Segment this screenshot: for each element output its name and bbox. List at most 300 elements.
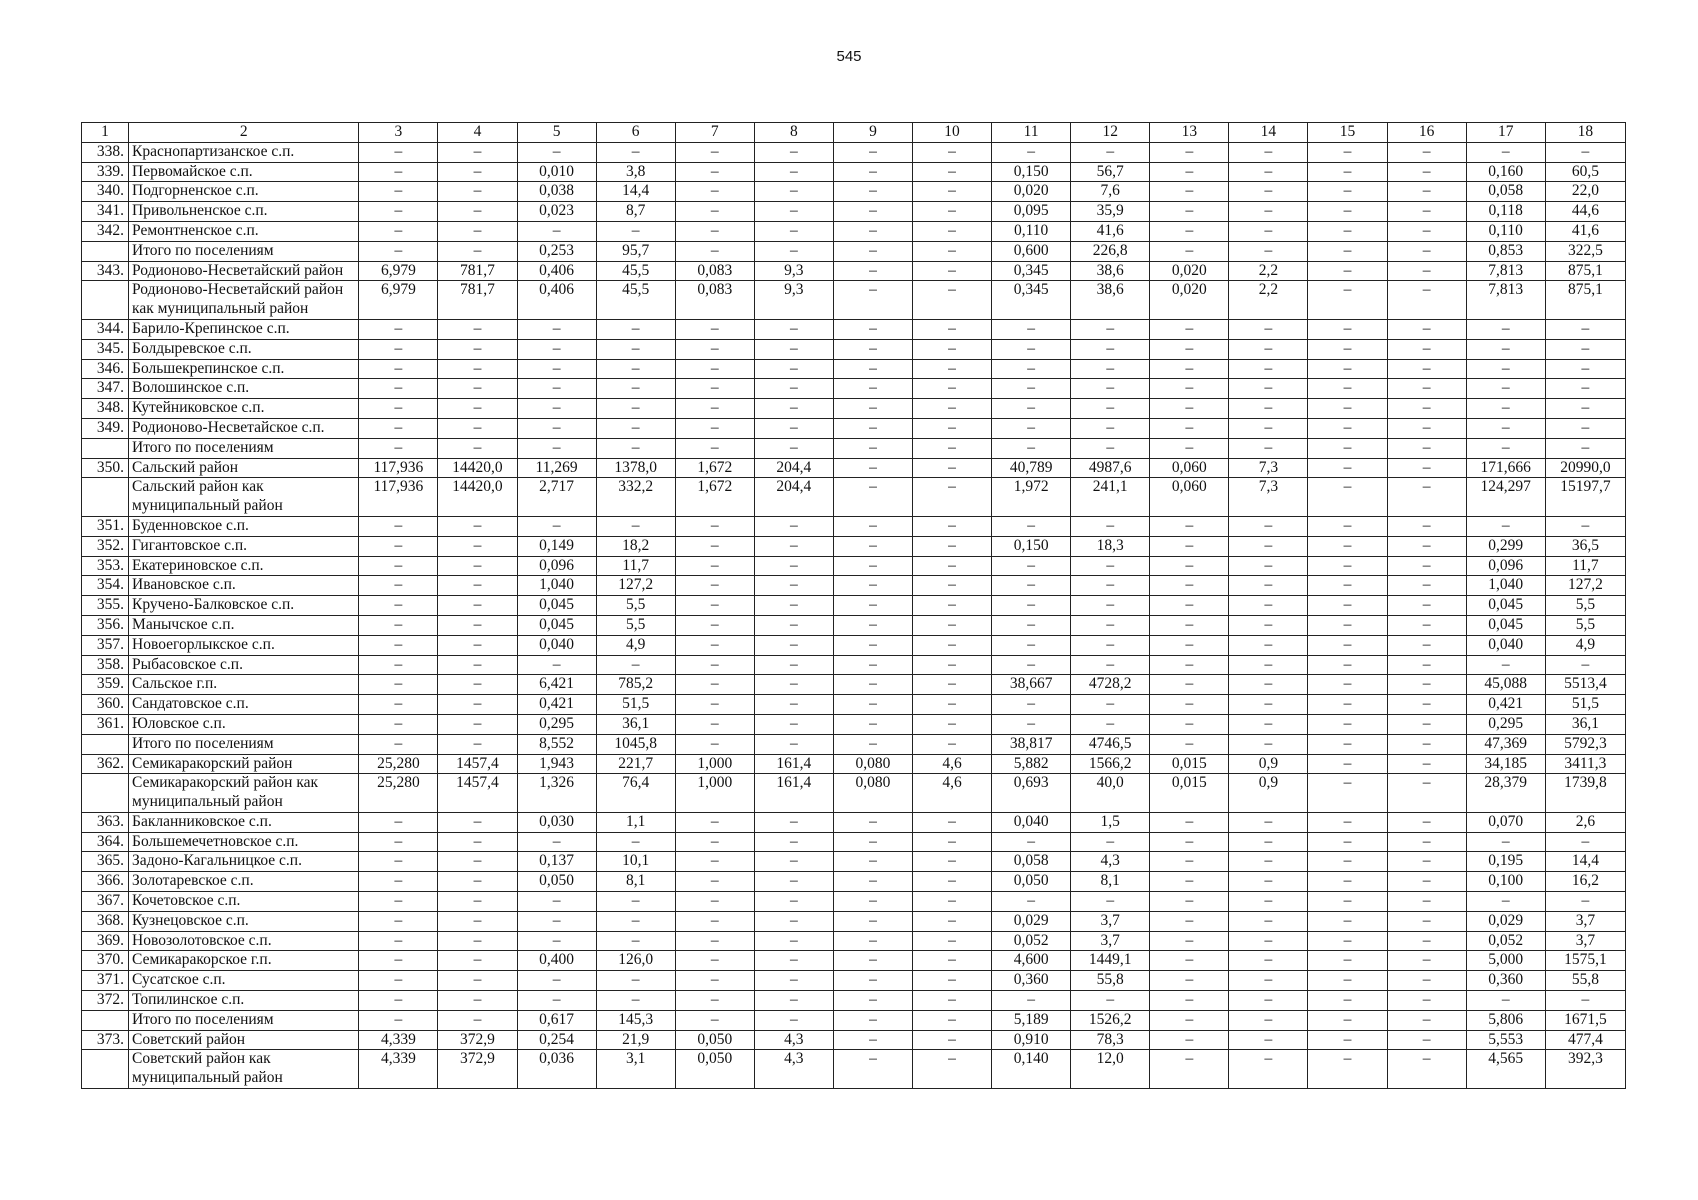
value-cell: – xyxy=(517,892,596,912)
value-cell: 0,030 xyxy=(517,812,596,832)
table-row xyxy=(82,1050,1626,1089)
table-row xyxy=(82,852,1626,872)
value-cell: – xyxy=(1071,892,1150,912)
value-cell: – xyxy=(1545,418,1625,438)
value-cell: – xyxy=(1308,142,1387,162)
value-cell: – xyxy=(359,734,438,754)
value-cell: – xyxy=(992,516,1071,536)
value-cell: 2,6 xyxy=(1545,812,1625,832)
row-name: Сальский район xyxy=(129,458,359,478)
value-cell: 0,160 xyxy=(1466,162,1545,182)
value-cell: – xyxy=(1229,576,1308,596)
value-cell: – xyxy=(517,221,596,241)
value-cell: – xyxy=(1308,458,1387,478)
value-cell: – xyxy=(1387,319,1466,339)
value-cell: – xyxy=(1229,615,1308,635)
value-cell: – xyxy=(1229,438,1308,458)
row-number: 371. xyxy=(82,971,129,991)
value-cell: – xyxy=(596,221,675,241)
value-cell: – xyxy=(913,438,992,458)
value-cell: – xyxy=(1308,951,1387,971)
row-number: 354. xyxy=(82,576,129,596)
value-cell: 0,421 xyxy=(517,695,596,715)
table-row xyxy=(82,615,1626,635)
table-row xyxy=(82,379,1626,399)
value-cell: 875,1 xyxy=(1545,281,1625,320)
row-name: Новоегорлыкское с.п. xyxy=(129,635,359,655)
value-cell: – xyxy=(1150,615,1229,635)
value-cell: – xyxy=(992,319,1071,339)
table-row xyxy=(82,399,1626,419)
value-cell: 51,5 xyxy=(596,695,675,715)
value-cell: – xyxy=(833,971,912,991)
value-cell: 332,2 xyxy=(596,478,675,517)
value-cell: – xyxy=(1308,162,1387,182)
value-cell: – xyxy=(1387,1010,1466,1030)
table-row xyxy=(82,319,1626,339)
value-cell: – xyxy=(438,695,517,715)
value-cell: – xyxy=(1071,695,1150,715)
value-cell: 4,600 xyxy=(992,951,1071,971)
value-cell: – xyxy=(359,359,438,379)
value-cell: 0,040 xyxy=(517,635,596,655)
row-number: 342. xyxy=(82,221,129,241)
value-cell: – xyxy=(1071,576,1150,596)
value-cell: 1566,2 xyxy=(1071,754,1150,774)
value-cell: – xyxy=(1545,359,1625,379)
value-cell: 127,2 xyxy=(1545,576,1625,596)
value-cell: – xyxy=(1308,556,1387,576)
value-cell: – xyxy=(359,556,438,576)
value-cell: – xyxy=(1387,951,1466,971)
value-cell: – xyxy=(438,892,517,912)
value-cell: – xyxy=(1150,379,1229,399)
value-cell: 5,882 xyxy=(992,754,1071,774)
value-cell: – xyxy=(517,418,596,438)
value-cell: – xyxy=(675,556,754,576)
value-cell: 40,789 xyxy=(992,458,1071,478)
value-cell: – xyxy=(754,635,833,655)
value-cell: – xyxy=(833,241,912,261)
value-cell: 226,8 xyxy=(1071,241,1150,261)
value-cell: – xyxy=(913,536,992,556)
value-cell: 34,185 xyxy=(1466,754,1545,774)
value-cell: – xyxy=(675,951,754,971)
value-cell: – xyxy=(359,418,438,438)
value-cell: 28,379 xyxy=(1466,774,1545,813)
value-cell: 0,406 xyxy=(517,281,596,320)
value-cell: – xyxy=(517,911,596,931)
row-number: 341. xyxy=(82,202,129,222)
value-cell: – xyxy=(913,852,992,872)
value-cell: – xyxy=(1387,556,1466,576)
value-cell: 0,038 xyxy=(517,182,596,202)
value-cell: – xyxy=(754,339,833,359)
value-cell: 477,4 xyxy=(1545,1030,1625,1050)
value-cell: – xyxy=(1150,714,1229,734)
value-cell: 25,280 xyxy=(359,754,438,774)
value-cell: – xyxy=(1387,281,1466,320)
value-cell: – xyxy=(1150,516,1229,536)
value-cell: 117,936 xyxy=(359,478,438,517)
value-cell: – xyxy=(675,695,754,715)
value-cell: – xyxy=(1308,774,1387,813)
value-cell: 0,254 xyxy=(517,1030,596,1050)
row-number: 352. xyxy=(82,536,129,556)
value-cell: 1,040 xyxy=(1466,576,1545,596)
value-cell: – xyxy=(675,202,754,222)
value-cell: 40,0 xyxy=(1071,774,1150,813)
value-cell: – xyxy=(675,241,754,261)
value-cell: 8,1 xyxy=(1071,872,1150,892)
value-cell: – xyxy=(596,931,675,951)
value-cell: 1,000 xyxy=(675,774,754,813)
value-cell: 0,150 xyxy=(992,536,1071,556)
value-cell: – xyxy=(438,556,517,576)
value-cell: 0,020 xyxy=(1150,281,1229,320)
value-cell: – xyxy=(438,911,517,931)
value-cell: – xyxy=(754,241,833,261)
value-cell: – xyxy=(913,478,992,517)
value-cell: 47,369 xyxy=(1466,734,1545,754)
value-cell: – xyxy=(1229,379,1308,399)
value-cell: – xyxy=(833,202,912,222)
value-cell: – xyxy=(1150,1030,1229,1050)
value-cell: – xyxy=(754,379,833,399)
value-cell: – xyxy=(517,991,596,1011)
value-cell: – xyxy=(1150,971,1229,991)
row-name: Родионово-Несветайский район xyxy=(129,261,359,281)
value-cell: – xyxy=(913,281,992,320)
value-cell: – xyxy=(1308,991,1387,1011)
row-name: Советский район как муниципальный район xyxy=(129,1050,359,1089)
value-cell: – xyxy=(438,734,517,754)
value-cell: 60,5 xyxy=(1545,162,1625,182)
value-cell: – xyxy=(1150,991,1229,1011)
row-number: 369. xyxy=(82,931,129,951)
value-cell: 36,1 xyxy=(1545,714,1625,734)
row-number: 367. xyxy=(82,892,129,912)
row-number: 351. xyxy=(82,516,129,536)
value-cell: 5,5 xyxy=(1545,596,1625,616)
value-cell: – xyxy=(1308,202,1387,222)
value-cell: – xyxy=(1466,991,1545,1011)
value-cell: 241,1 xyxy=(1071,478,1150,517)
value-cell: – xyxy=(1150,734,1229,754)
value-cell: – xyxy=(913,399,992,419)
value-cell: – xyxy=(1387,714,1466,734)
value-cell: – xyxy=(359,536,438,556)
value-cell: 0,036 xyxy=(517,1050,596,1089)
value-cell: – xyxy=(992,418,1071,438)
value-cell: 1,972 xyxy=(992,478,1071,517)
value-cell: 1378,0 xyxy=(596,458,675,478)
row-name: Сусатское с.п. xyxy=(129,971,359,991)
value-cell: 0,299 xyxy=(1466,536,1545,556)
value-cell: – xyxy=(1229,911,1308,931)
table-row xyxy=(82,774,1626,813)
value-cell: 1,5 xyxy=(1071,812,1150,832)
value-cell: 3,8 xyxy=(596,162,675,182)
value-cell: – xyxy=(913,458,992,478)
table-row xyxy=(82,892,1626,912)
value-cell: – xyxy=(1150,635,1229,655)
value-cell: – xyxy=(1229,182,1308,202)
value-cell: 0,110 xyxy=(1466,221,1545,241)
value-cell: – xyxy=(359,635,438,655)
row-number: 349. xyxy=(82,418,129,438)
data-table xyxy=(81,122,1626,1089)
value-cell: 14420,0 xyxy=(438,478,517,517)
value-cell: – xyxy=(1308,379,1387,399)
column-header: 15 xyxy=(1308,123,1387,143)
row-name: Болдыревское с.п. xyxy=(129,339,359,359)
value-cell: 126,0 xyxy=(596,951,675,971)
value-cell: – xyxy=(1150,418,1229,438)
column-header: 1 xyxy=(82,123,129,143)
value-cell: – xyxy=(1150,359,1229,379)
value-cell: 0,050 xyxy=(517,872,596,892)
value-cell: – xyxy=(754,399,833,419)
value-cell: – xyxy=(1387,576,1466,596)
value-cell: – xyxy=(359,615,438,635)
row-name: Ремонтненское с.п. xyxy=(129,221,359,241)
value-cell: 0,045 xyxy=(1466,615,1545,635)
value-cell: – xyxy=(1387,359,1466,379)
value-cell: – xyxy=(1387,971,1466,991)
value-cell: – xyxy=(754,418,833,438)
value-cell: – xyxy=(833,319,912,339)
value-cell: – xyxy=(517,339,596,359)
value-cell: – xyxy=(1150,438,1229,458)
table-row xyxy=(82,832,1626,852)
value-cell: 0,9 xyxy=(1229,774,1308,813)
table-row xyxy=(82,418,1626,438)
value-cell: 124,297 xyxy=(1466,478,1545,517)
value-cell: 45,5 xyxy=(596,281,675,320)
value-cell: – xyxy=(833,615,912,635)
value-cell: – xyxy=(1387,872,1466,892)
value-cell: – xyxy=(359,399,438,419)
row-number xyxy=(82,438,129,458)
value-cell: – xyxy=(1150,852,1229,872)
value-cell: – xyxy=(1229,516,1308,536)
value-cell: 1,1 xyxy=(596,812,675,832)
value-cell: – xyxy=(833,1010,912,1030)
value-cell: – xyxy=(1229,852,1308,872)
row-number xyxy=(82,241,129,261)
value-cell: – xyxy=(1308,438,1387,458)
value-cell: – xyxy=(754,872,833,892)
value-cell: – xyxy=(1229,418,1308,438)
value-cell: 0,617 xyxy=(517,1010,596,1030)
value-cell: 145,3 xyxy=(596,1010,675,1030)
value-cell: – xyxy=(359,516,438,536)
value-cell: 3,1 xyxy=(596,1050,675,1089)
value-cell: 2,2 xyxy=(1229,281,1308,320)
value-cell: – xyxy=(1229,695,1308,715)
value-cell: – xyxy=(359,931,438,951)
value-cell: – xyxy=(1308,1030,1387,1050)
value-cell: 25,280 xyxy=(359,774,438,813)
value-cell: – xyxy=(1387,655,1466,675)
value-cell: 7,813 xyxy=(1466,281,1545,320)
value-cell: – xyxy=(1387,832,1466,852)
column-header: 3 xyxy=(359,123,438,143)
value-cell: 5,5 xyxy=(596,615,675,635)
row-number: 347. xyxy=(82,379,129,399)
value-cell: – xyxy=(1308,635,1387,655)
value-cell: 7,3 xyxy=(1229,478,1308,517)
row-name: Сальское г.п. xyxy=(129,675,359,695)
value-cell: – xyxy=(992,556,1071,576)
value-cell: – xyxy=(913,872,992,892)
value-cell: – xyxy=(1308,852,1387,872)
value-cell: – xyxy=(438,714,517,734)
value-cell: – xyxy=(359,971,438,991)
row-name: Итого по поселениям xyxy=(129,1010,359,1030)
value-cell: – xyxy=(1466,319,1545,339)
table-row xyxy=(82,655,1626,675)
value-cell: – xyxy=(1387,241,1466,261)
row-number: 350. xyxy=(82,458,129,478)
value-cell: – xyxy=(1150,1050,1229,1089)
value-cell: – xyxy=(438,162,517,182)
row-name: Родионово-Несветайское с.п. xyxy=(129,418,359,438)
value-cell: 1,040 xyxy=(517,576,596,596)
value-cell: 38,6 xyxy=(1071,261,1150,281)
value-cell: – xyxy=(1150,596,1229,616)
value-cell: – xyxy=(992,399,1071,419)
value-cell: 3,7 xyxy=(1071,911,1150,931)
row-number: 366. xyxy=(82,872,129,892)
value-cell: – xyxy=(1229,714,1308,734)
value-cell: 4,339 xyxy=(359,1050,438,1089)
value-cell: – xyxy=(754,576,833,596)
value-cell: 0,600 xyxy=(992,241,1071,261)
value-cell: – xyxy=(1071,359,1150,379)
row-name: Родионово-Несветайский район как муниципальный район xyxy=(129,281,359,320)
value-cell: – xyxy=(1387,202,1466,222)
value-cell: 45,5 xyxy=(596,261,675,281)
value-cell: – xyxy=(1387,418,1466,438)
value-cell: 5,5 xyxy=(596,596,675,616)
table-row xyxy=(82,478,1626,517)
value-cell: – xyxy=(438,438,517,458)
value-cell: – xyxy=(833,556,912,576)
value-cell: 11,7 xyxy=(596,556,675,576)
value-cell: 0,050 xyxy=(992,872,1071,892)
value-cell: – xyxy=(913,339,992,359)
value-cell: – xyxy=(992,142,1071,162)
value-cell: – xyxy=(754,852,833,872)
value-cell: – xyxy=(1387,615,1466,635)
value-cell: 0,058 xyxy=(1466,182,1545,202)
value-cell: – xyxy=(1229,892,1308,912)
value-cell: – xyxy=(596,319,675,339)
value-cell: – xyxy=(359,241,438,261)
value-cell: – xyxy=(1229,596,1308,616)
value-cell: – xyxy=(438,202,517,222)
table-row xyxy=(82,872,1626,892)
table-row xyxy=(82,261,1626,281)
value-cell: 0,060 xyxy=(1150,478,1229,517)
value-cell: 0,693 xyxy=(992,774,1071,813)
value-cell: – xyxy=(1308,359,1387,379)
value-cell: 4,339 xyxy=(359,1030,438,1050)
value-cell: – xyxy=(1308,911,1387,931)
value-cell: 0,040 xyxy=(1466,635,1545,655)
value-cell: – xyxy=(675,832,754,852)
value-cell: 0,045 xyxy=(517,596,596,616)
value-cell: – xyxy=(833,359,912,379)
value-cell: 9,3 xyxy=(754,281,833,320)
value-cell: – xyxy=(675,142,754,162)
value-cell: 36,1 xyxy=(596,714,675,734)
value-cell: – xyxy=(833,339,912,359)
value-cell: 18,2 xyxy=(596,536,675,556)
table-row xyxy=(82,556,1626,576)
value-cell: 117,936 xyxy=(359,458,438,478)
value-cell: – xyxy=(1387,695,1466,715)
row-name: Юловское с.п. xyxy=(129,714,359,734)
value-cell: – xyxy=(359,202,438,222)
value-cell: – xyxy=(913,892,992,912)
value-cell: – xyxy=(1387,339,1466,359)
value-cell: – xyxy=(438,379,517,399)
value-cell: – xyxy=(754,892,833,912)
value-cell: – xyxy=(1308,339,1387,359)
value-cell: 10,1 xyxy=(596,852,675,872)
table-body xyxy=(82,142,1626,1088)
value-cell: – xyxy=(992,339,1071,359)
value-cell: 9,3 xyxy=(754,261,833,281)
row-name: Буденновское с.п. xyxy=(129,516,359,536)
value-cell: – xyxy=(1229,162,1308,182)
value-cell: – xyxy=(833,911,912,931)
row-number: 340. xyxy=(82,182,129,202)
value-cell: – xyxy=(754,556,833,576)
table-row xyxy=(82,576,1626,596)
value-cell: – xyxy=(438,931,517,951)
row-name: Барило-Крепинское с.п. xyxy=(129,319,359,339)
column-header: 4 xyxy=(438,123,517,143)
value-cell: – xyxy=(438,635,517,655)
value-cell: 18,3 xyxy=(1071,536,1150,556)
value-cell: – xyxy=(833,892,912,912)
value-cell: – xyxy=(1545,142,1625,162)
value-cell: – xyxy=(1150,931,1229,951)
value-cell: – xyxy=(438,991,517,1011)
value-cell: – xyxy=(596,379,675,399)
value-cell: – xyxy=(1150,221,1229,241)
value-cell: – xyxy=(1545,516,1625,536)
value-cell: – xyxy=(1308,221,1387,241)
value-cell: – xyxy=(675,339,754,359)
value-cell: 0,015 xyxy=(1150,774,1229,813)
row-name: Большекрепинское с.п. xyxy=(129,359,359,379)
value-cell: – xyxy=(754,832,833,852)
table-row xyxy=(82,359,1626,379)
value-cell: – xyxy=(1071,991,1150,1011)
value-cell: – xyxy=(1150,832,1229,852)
value-cell: – xyxy=(596,832,675,852)
value-cell: – xyxy=(833,991,912,1011)
value-cell: – xyxy=(1545,832,1625,852)
value-cell: – xyxy=(675,536,754,556)
value-cell: – xyxy=(517,142,596,162)
value-cell: 51,5 xyxy=(1545,695,1625,715)
